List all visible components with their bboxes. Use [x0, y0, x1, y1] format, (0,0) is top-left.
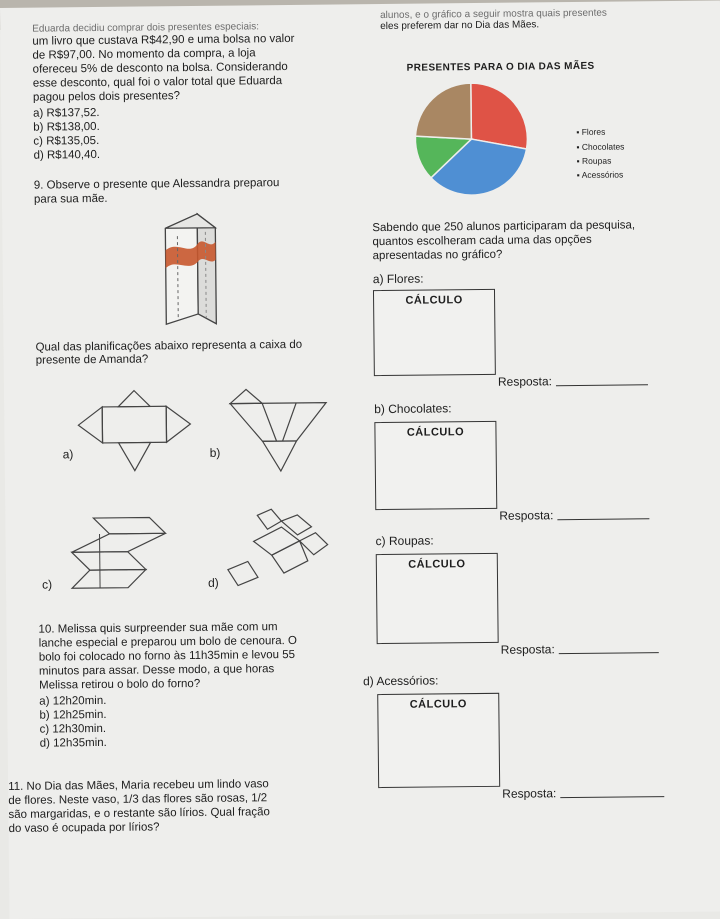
q9-text-line-2: para sua mãe. — [33, 192, 108, 206]
q8-option-c: c) R$135,05. — [33, 134, 100, 148]
net-b-drawing — [226, 385, 337, 476]
q8-option-b: b) R$138,00. — [33, 120, 100, 134]
calc-box-title: CÁLCULO — [408, 558, 466, 571]
net-option-c-label: c) — [41, 577, 53, 592]
q10-text-line-5: Melissa retirou o bolo do forno? — [39, 677, 201, 692]
q9-question-line-2: presente de Amanda? — [35, 353, 149, 367]
q8-option-a: a) R$137,52. — [33, 106, 100, 120]
answer-label-roupas: Resposta: — [500, 642, 555, 657]
answer-line-roupas[interactable] — [559, 652, 659, 654]
q11-text-line-1: 11. No Dia das Mães, Maria recebeu um lindo vaso — [8, 778, 269, 793]
q9-text-line-1: 9. Observe o presente que Alessandra preparou — [33, 177, 280, 192]
pie-slice-flores — [471, 82, 528, 149]
calc-box-flores[interactable] — [373, 289, 496, 376]
pie-slice-acessorios — [415, 83, 471, 140]
q8-text-line-1: um livro que custava R$42,90 e uma bolsa no valor — [32, 32, 295, 48]
legend-item-flores: ▪ Flores — [576, 126, 606, 137]
q9-question-line-1: Qual das planificações abaixo representa a caixa do — [35, 338, 303, 354]
answer-label-flores: Resposta: — [497, 374, 553, 389]
legend-item-acessorios: ▪ Acessórios — [576, 169, 624, 180]
q10-text-line-4: minutos para assar. Desse modo, a que horas — [38, 663, 275, 678]
q10-text-line-2: lanche especial e preparou um bolo de cenoura. O — [38, 634, 297, 650]
q11-text-line-3: são margaridas, e o restante são lírios. Qual fração — [8, 806, 270, 821]
survey-item-roupas-label: c) Roupas: — [375, 533, 434, 549]
q8-text-line-4: esse desconto, qual foi o valor total que Eduarda — [32, 75, 283, 90]
q8-text-line-3: ofereceu 5% de desconto na bolsa. Considerando — [32, 60, 288, 76]
net-d-drawing — [223, 505, 334, 601]
calc-box-title: CÁLCULO — [405, 294, 463, 307]
survey-item-chocolates-label: b) Chocolates: — [374, 401, 452, 417]
legend-item-roupas: ▪ Roupas — [576, 155, 612, 166]
q11-text-line-2: de flores. Neste vaso, 1/3 das flores são rosas, 1/2 — [8, 792, 268, 807]
q8-text-line-0: Eduarda decidiu comprar dois presentes especiais: — [32, 21, 260, 35]
legend-item-chocolates: ▪ Chocolates — [576, 141, 625, 152]
calc-box-title: CÁLCULO — [406, 426, 465, 439]
net-option-a-label: a) — [62, 447, 74, 462]
answer-label-acessorios: Resposta: — [502, 786, 557, 801]
q10-option-b: b) 12h25min. — [39, 708, 107, 722]
net-option-b-label: b) — [209, 445, 221, 460]
intro-text-line-2: eles preferem dar no Dia das Mães. — [380, 19, 540, 33]
survey-item-flores-label: a) Flores: — [372, 271, 424, 287]
pie-chart — [409, 80, 540, 201]
q8-text-line-2: de R$97,00. No momento da compra, a loja — [32, 47, 256, 62]
survey-text-line-1: Sabendo que 250 alunos participaram da pesquisa, — [372, 219, 636, 235]
intro-text-line-1: alunos, e o gráfico a seguir mostra quais presentes — [380, 7, 607, 22]
calc-box-acessorios[interactable] — [377, 693, 500, 788]
q8-option-d: d) R$140,40. — [33, 148, 101, 162]
q10-option-a: a) 12h20min. — [39, 694, 107, 708]
net-a-drawing — [74, 386, 195, 477]
chart-title: PRESENTES PARA O DIA DAS MÃES — [406, 60, 595, 74]
answer-line-acessorios[interactable] — [560, 796, 664, 798]
gift-box-illustration — [157, 206, 228, 327]
survey-text-line-2: quantos escolheram cada uma das opções — [372, 233, 592, 249]
survey-text-line-3: apresentadas no gráfico? — [372, 248, 503, 263]
q10-text-line-3: bolo foi colocado no forno às 11h35min e levou 55 — [38, 648, 296, 664]
calc-box-roupas[interactable] — [376, 553, 499, 644]
q10-option-c: c) 12h30min. — [39, 722, 107, 736]
answer-line-chocolates[interactable] — [557, 518, 649, 520]
answer-line-flores[interactable] — [556, 384, 648, 386]
q11-text-line-4: do vaso é ocupada por lírios? — [8, 821, 160, 835]
net-option-d-label: d) — [207, 575, 219, 590]
calc-box-chocolates[interactable] — [374, 421, 497, 510]
survey-item-acessorios-label: d) Acessórios: — [362, 673, 439, 689]
calc-box-title: CÁLCULO — [409, 698, 468, 711]
q8-text-line-5: pagou pelos dois presentes? — [32, 90, 181, 104]
q10-option-d: d) 12h35min. — [39, 736, 107, 750]
q10-text-line-1: 10. Melissa quis surpreender sua mãe com um — [38, 621, 278, 636]
net-c-drawing — [53, 511, 184, 602]
answer-label-chocolates: Resposta: — [499, 508, 554, 523]
